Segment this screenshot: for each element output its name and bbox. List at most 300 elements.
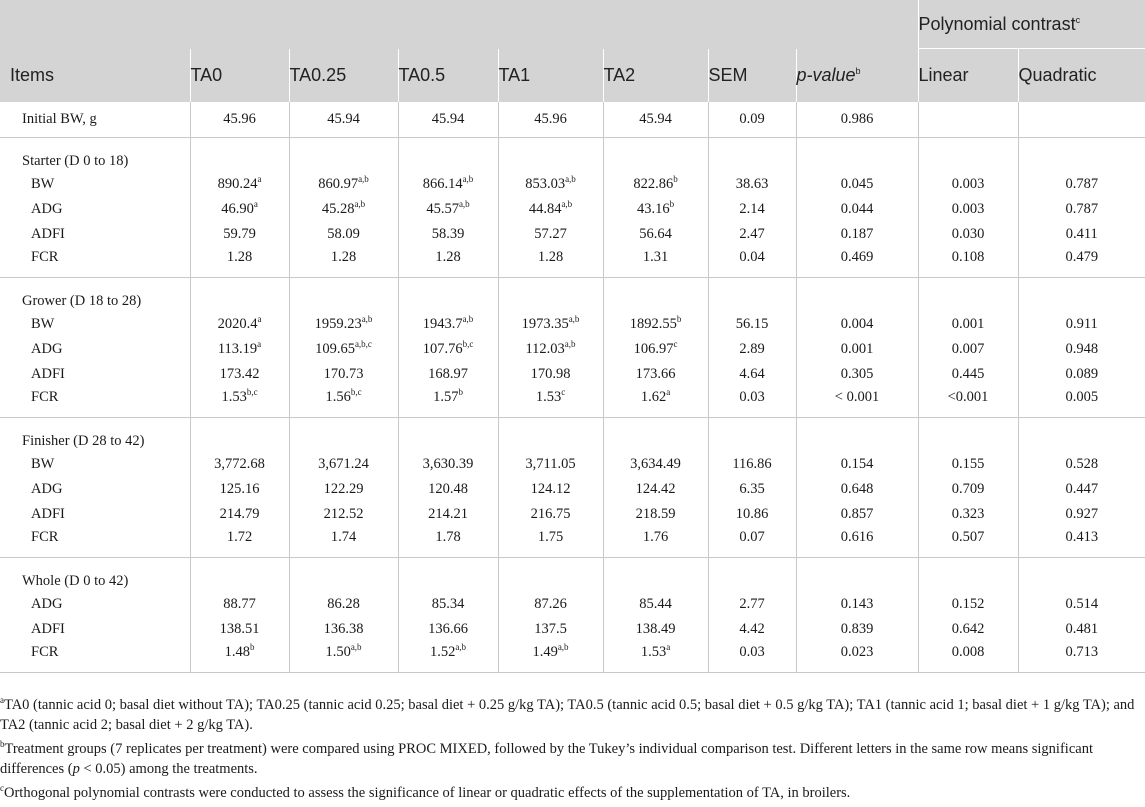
footnote-b: $^b$Treatment groups (7 replicates per treatment) were compared using PROC MIXED, followed by the Tukey’s individual comparison test. Different letters in the same row means significant differences (p < 0.05) among the treatments. (0, 739, 1093, 777)
cell-value: 1.28 (537, 249, 564, 265)
significance-letters: b,c (462, 339, 474, 350)
empty-cell (708, 138, 796, 173)
cell-value: 0.005 (1065, 389, 1099, 405)
cell-value: 113.19 (217, 341, 258, 357)
table-cell (498, 172, 603, 197)
empty-cell (398, 558, 498, 593)
cell-value: 122.29 (323, 481, 364, 497)
table-cell (708, 477, 796, 502)
table-cell (796, 502, 918, 527)
cell-value: 57.27 (534, 226, 567, 242)
cell-value: 87.26 (534, 596, 567, 612)
empty-cell (708, 278, 796, 313)
empty-cell (289, 558, 398, 593)
table-cell (289, 312, 398, 337)
empty-cell (498, 558, 603, 593)
empty-cell (289, 138, 398, 173)
table-cell (1018, 102, 1145, 138)
table-cell (1018, 527, 1145, 558)
significance-letters: a (666, 387, 671, 398)
cell-value: 0.108 (951, 249, 985, 265)
cell-value: 125.16 (219, 481, 260, 497)
table-cell (1018, 197, 1145, 222)
table-cell (498, 502, 603, 527)
significance-letters: a,b (455, 642, 467, 653)
table-cell (918, 592, 1018, 617)
table-cell (498, 477, 603, 502)
cell-value: 45.94 (431, 111, 465, 127)
table-cell (289, 477, 398, 502)
table-cell (918, 362, 1018, 387)
table-row (0, 337, 1145, 362)
table-cell (289, 387, 398, 418)
table-cell (603, 387, 708, 418)
significance-letters: a,b (564, 339, 576, 350)
table-cell (1018, 312, 1145, 337)
row-label: FCR (0, 642, 190, 673)
row-label: ADG (0, 337, 190, 362)
table-row (0, 312, 1145, 337)
table-cell (289, 592, 398, 617)
cell-value: 4.42 (739, 621, 765, 637)
table-cell (796, 527, 918, 558)
table-cell (603, 312, 708, 337)
cell-value: 116.86 (732, 456, 772, 472)
table-cell (1018, 592, 1145, 617)
cell-value: 46.90 (221, 201, 254, 217)
cell-value: 170.98 (530, 366, 571, 382)
cell-value: 1.28 (435, 249, 461, 265)
cell-value: 1.75 (537, 529, 564, 545)
cell-value: 0.323 (951, 506, 985, 522)
cell-value: < 0.001 (834, 389, 880, 405)
cell-value: 0.003 (951, 201, 985, 217)
table-cell (708, 102, 796, 138)
cell-value: 0.07 (739, 529, 765, 545)
table-cell (398, 362, 498, 387)
cell-value: 3,772.68 (214, 456, 265, 472)
section-title: Grower (D 18 to 28) (0, 278, 190, 313)
table-cell (398, 452, 498, 477)
table-row (0, 477, 1145, 502)
row-label: ADFI (0, 502, 190, 527)
cell-value: 56.64 (639, 226, 672, 242)
cell-value: 88.77 (223, 596, 256, 612)
table-cell (190, 592, 289, 617)
table-cell (1018, 362, 1145, 387)
cell-value: 2.47 (739, 226, 765, 242)
table-cell (708, 337, 796, 362)
table-cell (918, 172, 1018, 197)
empty-cell (190, 558, 289, 593)
cell-value: 0.528 (1065, 456, 1099, 472)
cell-value: 3,711.05 (525, 456, 576, 472)
cell-value: 38.63 (735, 176, 769, 192)
polynomial-contrast-header: Polynomial contrast$^c$ (918, 0, 1145, 49)
empty-cell (918, 418, 1018, 453)
empty-cell (796, 138, 918, 173)
cell-value: 109.65 (315, 341, 355, 357)
empty-cell (398, 418, 498, 453)
table-cell (190, 387, 289, 418)
table-cell (603, 502, 708, 527)
table-cell (708, 387, 796, 418)
cell-value: 1943.7 (422, 316, 463, 332)
cell-value: 1.48 (224, 644, 250, 660)
table-row (0, 527, 1145, 558)
significance-letters: c (673, 339, 678, 350)
table-cell (918, 197, 1018, 222)
row-label: FCR (0, 527, 190, 558)
empty-cell (603, 278, 708, 313)
table-cell (796, 452, 918, 477)
table-cell (796, 337, 918, 362)
table-cell (1018, 477, 1145, 502)
table-cell (190, 312, 289, 337)
table-cell (708, 642, 796, 673)
cell-value: 173.42 (219, 366, 260, 382)
table-cell (603, 102, 708, 138)
cell-value: 0.445 (951, 366, 985, 382)
significance-letters: b (249, 642, 255, 653)
row-label: ADFI (0, 362, 190, 387)
table-cell (498, 102, 603, 138)
cell-value: 1.49 (532, 644, 558, 660)
table-cell (708, 197, 796, 222)
significance-letters: a (666, 642, 671, 653)
empty-cell (918, 138, 1018, 173)
cell-value: 0.187 (840, 226, 874, 242)
table-cell (918, 642, 1018, 673)
table-body (0, 102, 1145, 673)
table-cell (190, 172, 289, 197)
cell-value: 822.86 (633, 176, 674, 192)
cell-value: 0.089 (1065, 366, 1099, 382)
empty-cell (1018, 558, 1145, 593)
table-cell (796, 592, 918, 617)
table-row (0, 197, 1145, 222)
table-cell (708, 312, 796, 337)
significance-letters: a,b (358, 174, 369, 185)
cell-value: 58.09 (327, 226, 360, 242)
col-ta0-25: TA0.25 (289, 49, 398, 103)
table-row (0, 387, 1145, 418)
cell-value: 4.64 (739, 366, 765, 382)
cell-value: 1.52 (429, 644, 456, 660)
table-cell (289, 222, 398, 247)
empty-cell (289, 278, 398, 313)
cell-value: 107.76 (422, 341, 463, 357)
table-cell (918, 502, 1018, 527)
table-cell (708, 617, 796, 642)
col-ta0-5: TA0.5 (398, 49, 498, 103)
empty-cell (398, 278, 498, 313)
table-cell (498, 247, 603, 278)
cell-value: 0.044 (840, 201, 874, 217)
significance-letters: a,b (565, 174, 576, 185)
empty-cell (796, 278, 918, 313)
cell-value: 0.03 (739, 644, 765, 660)
cell-value: 0.648 (840, 481, 874, 497)
table-cell (796, 642, 918, 673)
table-cell (289, 172, 398, 197)
cell-value: 124.12 (530, 481, 571, 497)
cell-value: 1892.55 (629, 316, 677, 332)
empty-cell (1018, 278, 1145, 313)
cell-value: 1.57 (433, 389, 459, 405)
table-cell (708, 172, 796, 197)
cell-value: 0.008 (951, 644, 985, 660)
empty-cell (289, 418, 398, 453)
table-cell (289, 102, 398, 138)
table-cell (398, 222, 498, 247)
cell-value: 0.045 (840, 176, 874, 192)
cell-value: 45.57 (426, 201, 459, 217)
cell-value: 0.004 (840, 316, 874, 332)
cell-value: 0.003 (951, 176, 985, 192)
table-cell (603, 247, 708, 278)
table-cell (398, 387, 498, 418)
empty-cell (918, 278, 1018, 313)
cell-value: 106.97 (633, 341, 674, 357)
significance-letters: c (561, 387, 566, 398)
table-cell (498, 387, 603, 418)
cell-value: 1959.23 (314, 316, 362, 332)
cell-value: 0.642 (951, 621, 985, 637)
table-cell (603, 172, 708, 197)
significance-letters: a,b (350, 642, 362, 653)
table-cell (1018, 172, 1145, 197)
table-cell (603, 477, 708, 502)
cell-value: 85.34 (431, 596, 465, 612)
empty-cell (498, 138, 603, 173)
table-row (0, 102, 1145, 138)
table-cell (796, 312, 918, 337)
table-cell (498, 452, 603, 477)
cell-value: 0.787 (1065, 201, 1099, 217)
col-quadratic: Quadratic (1018, 65, 1097, 85)
table-cell (603, 197, 708, 222)
cell-value: 0.713 (1065, 644, 1099, 660)
cell-value: 0.469 (840, 249, 874, 265)
cell-value: 1.28 (226, 249, 253, 265)
empty-cell (1018, 138, 1145, 173)
row-label: ADFI (0, 617, 190, 642)
cell-value: 0.155 (951, 456, 985, 472)
cell-value: 1.53 (221, 389, 247, 405)
cell-value: 1973.35 (521, 316, 569, 332)
cell-value: 0.09 (739, 111, 765, 127)
table-cell (289, 197, 398, 222)
table-cell (603, 362, 708, 387)
significance-letters: a,b (568, 314, 580, 325)
cell-value: 214.79 (219, 506, 260, 522)
cell-value: 214.21 (428, 506, 468, 522)
table-cell (498, 312, 603, 337)
significance-letters: a (257, 174, 262, 185)
table-cell (398, 502, 498, 527)
cell-value: 0.305 (840, 366, 874, 382)
table-cell (796, 247, 918, 278)
empty-cell (796, 558, 918, 593)
section-title: Finisher (D 28 to 42) (0, 418, 190, 453)
cell-value: 1.50 (325, 644, 351, 660)
cell-value: 0.479 (1065, 249, 1099, 265)
empty-cell (1018, 418, 1145, 453)
cell-value: 168.97 (428, 366, 468, 382)
table-cell (708, 247, 796, 278)
section-header-row (0, 418, 1145, 453)
cell-value: 120.48 (428, 481, 468, 497)
table-cell (190, 642, 289, 673)
cell-value: 170.73 (323, 366, 364, 382)
cell-value: 138.49 (635, 621, 676, 637)
significance-letters: a,b,c (354, 339, 372, 350)
table-cell (1018, 617, 1145, 642)
table-cell (1018, 387, 1145, 418)
section-header-row (0, 138, 1145, 173)
table-cell (1018, 222, 1145, 247)
cell-value: 0.948 (1065, 341, 1099, 357)
significance-letters: a,b (557, 642, 569, 653)
empty-cell (603, 418, 708, 453)
cell-value: 1.53 (640, 644, 667, 660)
cell-value: 216.75 (530, 506, 571, 522)
cell-value: 0.986 (840, 111, 874, 127)
empty-cell (603, 138, 708, 173)
cell-value: 59.79 (223, 226, 256, 242)
table-cell (190, 222, 289, 247)
cell-value: 0.001 (951, 316, 985, 332)
table-cell (498, 527, 603, 558)
cell-value: 1.74 (330, 529, 357, 545)
significance-letters: b (673, 174, 678, 185)
table-cell (918, 387, 1018, 418)
table-row (0, 222, 1145, 247)
cell-value: 44.84 (528, 201, 562, 217)
table-cell (708, 362, 796, 387)
empty-cell (796, 418, 918, 453)
cell-value: 2020.4 (217, 316, 258, 332)
cell-value: 212.52 (323, 506, 364, 522)
section-header-row (0, 278, 1145, 313)
cell-value: 1.76 (642, 529, 669, 545)
cell-value: 0.514 (1065, 596, 1099, 612)
table-cell (498, 592, 603, 617)
cell-value: 3,630.39 (422, 456, 474, 472)
col-ta2: TA2 (603, 49, 708, 103)
table-cell (603, 592, 708, 617)
cell-value: 45.94 (327, 111, 360, 127)
significance-letters: a,b (561, 199, 573, 210)
col-p-value: p-value$^b$ (796, 49, 918, 103)
cell-value: 1.31 (642, 249, 669, 265)
table-cell (603, 222, 708, 247)
cell-value: 10.86 (735, 506, 769, 522)
cell-value: 0.04 (739, 249, 765, 265)
cell-value: 866.14 (422, 176, 463, 192)
table-row (0, 617, 1145, 642)
cell-value: 0.413 (1065, 529, 1099, 545)
table-cell (708, 527, 796, 558)
significance-letters: a (257, 314, 262, 325)
cell-value: 2.77 (739, 596, 765, 612)
empty-cell (398, 138, 498, 173)
table-row (0, 362, 1145, 387)
cell-value: 6.35 (739, 481, 765, 497)
row-label: BW (0, 312, 190, 337)
table-cell (708, 502, 796, 527)
empty-cell (190, 418, 289, 453)
cell-value: 45.94 (639, 111, 672, 127)
table-row (0, 172, 1145, 197)
cell-value: 86.28 (327, 596, 360, 612)
empty-cell (190, 278, 289, 313)
cell-value: 0.007 (951, 341, 985, 357)
table-cell (918, 247, 1018, 278)
table-cell (498, 617, 603, 642)
table-cell (918, 312, 1018, 337)
row-label: BW (0, 452, 190, 477)
table-cell (796, 172, 918, 197)
table-cell (796, 102, 918, 138)
table-cell (289, 527, 398, 558)
empty-cell (918, 558, 1018, 593)
table-cell (708, 592, 796, 617)
cell-value: 0.839 (840, 621, 874, 637)
row-label: ADG (0, 197, 190, 222)
table-cell (498, 362, 603, 387)
table-cell (1018, 502, 1145, 527)
cell-value: 43.16 (636, 201, 670, 217)
cell-value: 173.66 (635, 366, 676, 382)
table-row (0, 642, 1145, 673)
table-cell (190, 197, 289, 222)
significance-letters: a,b (361, 314, 373, 325)
table-cell (796, 197, 918, 222)
cell-value: 85.44 (639, 596, 672, 612)
table-cell (190, 452, 289, 477)
cell-value: 0.152 (951, 596, 985, 612)
table-cell (498, 337, 603, 362)
section-title: Whole (D 0 to 42) (0, 558, 190, 593)
table-cell (603, 452, 708, 477)
row-label: FCR (0, 247, 190, 278)
col-items: Items (0, 49, 190, 103)
significance-letters: a,b (462, 174, 474, 185)
table-cell (918, 527, 1018, 558)
cell-value: 0.927 (1065, 506, 1099, 522)
empty-cell (708, 418, 796, 453)
cell-value: <0.001 (947, 389, 989, 405)
table-cell (190, 337, 289, 362)
section-header-row (0, 558, 1145, 593)
row-label: BW (0, 172, 190, 197)
cell-value: 0.154 (840, 456, 874, 472)
cell-value: 1.78 (435, 529, 461, 545)
cell-value: 2.14 (739, 201, 765, 217)
row-label: ADFI (0, 222, 190, 247)
significance-letters: a,b (354, 199, 366, 210)
col-linear: Linear (918, 49, 1018, 103)
table-cell (398, 197, 498, 222)
section-title: Starter (D 0 to 18) (0, 138, 190, 173)
table-cell (796, 222, 918, 247)
table-cell (796, 617, 918, 642)
row-label: Initial BW, g (0, 102, 190, 138)
table-cell (398, 527, 498, 558)
cell-value: 2.89 (739, 341, 765, 357)
